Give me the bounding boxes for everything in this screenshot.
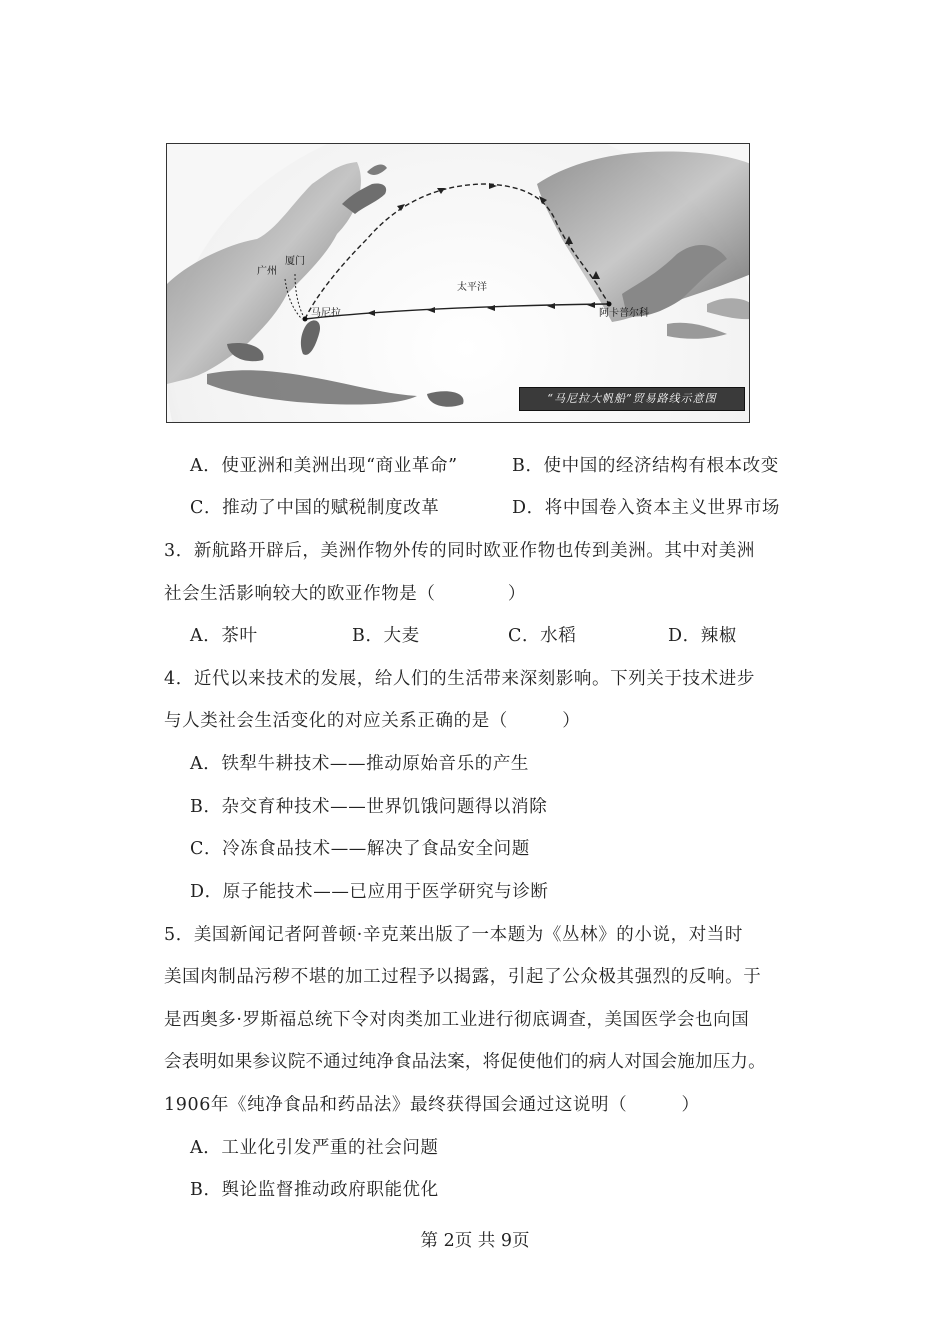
q4-stem-line1: 4．近代以来技术的发展，给人们的生活带来深刻影响。下列关于技术进步: [164, 669, 755, 689]
label-acapulco: 阿卡普尔科: [599, 308, 649, 319]
manila-marker: [303, 317, 308, 322]
q2-option-d: D．将中国卷入资本主义世界市场: [512, 498, 781, 518]
trade-route-map: [166, 143, 750, 423]
q4-option-c: C．冷冻食品技术——解决了食品安全问题: [190, 839, 530, 859]
label-manila: 马尼拉: [311, 308, 341, 319]
q4-option-d: D．原子能技术——已应用于医学研究与诊断: [190, 882, 549, 902]
page-footer: 第 2页 共 9页: [420, 1231, 530, 1251]
q2-option-c: C．推动了中国的赋税制度改革: [190, 498, 440, 518]
q3-stem-line1: 3．新航路开辟后，美洲作物外传的同时欧亚作物也传到美洲。其中对美洲: [164, 541, 755, 561]
q5-option-b: B．舆论监督推动政府职能优化: [190, 1180, 439, 1200]
q5-option-a: A．工业化引发严重的社会问题: [190, 1138, 439, 1158]
q2-option-b: B．使中国的经济结构有根本改变: [512, 456, 779, 476]
q4-option-a: A．铁犁牛耕技术——推动原始音乐的产生: [190, 754, 530, 774]
q3-option-d: D．辣椒: [668, 626, 737, 646]
q2-option-a: A．使亚洲和美洲出现“商业革命”: [190, 456, 458, 476]
q3-stem-line2: 社会生活影响较大的欧亚作物是（ ）: [164, 584, 526, 604]
q5-stem-line2: 美国肉制品污秽不堪的加工过程予以揭露，引起了公众极其强烈的反响。于: [164, 967, 762, 987]
q3-option-a: A．茶叶: [190, 626, 258, 646]
q3-option-c: C．水稻: [508, 626, 577, 646]
map-caption: “马尼拉大帆船”贸易路线示意图: [519, 387, 745, 411]
q3-option-b: B．大麦: [352, 626, 420, 646]
q4-option-b: B．杂交育种技术——世界饥饿问题得以消除: [190, 797, 548, 817]
label-pacific: 太平洋: [457, 282, 487, 293]
q5-stem-line3: 是西奥多·罗斯福总统下令对肉类加工业进行彻底调查，美国医学会也向国: [164, 1010, 750, 1030]
label-guangzhou: 广州: [257, 266, 277, 277]
q5-stem-line1: 5．美国新闻记者阿普顿·辛克莱出版了一本题为《丛林》的小说，对当时: [164, 925, 743, 945]
q4-stem-line2: 与人类社会生活变化的对应关系正确的是（ ）: [164, 711, 581, 731]
q5-stem-line4: 会表明如果参议院不通过纯净食品法案，将促使他们的病人对国会施加压力。: [164, 1052, 766, 1072]
q5-stem-line5: 1906年《纯净食品和药品法》最终获得国会通过这说明（ ）: [164, 1095, 700, 1115]
label-xiamen: 厦门: [285, 256, 305, 267]
